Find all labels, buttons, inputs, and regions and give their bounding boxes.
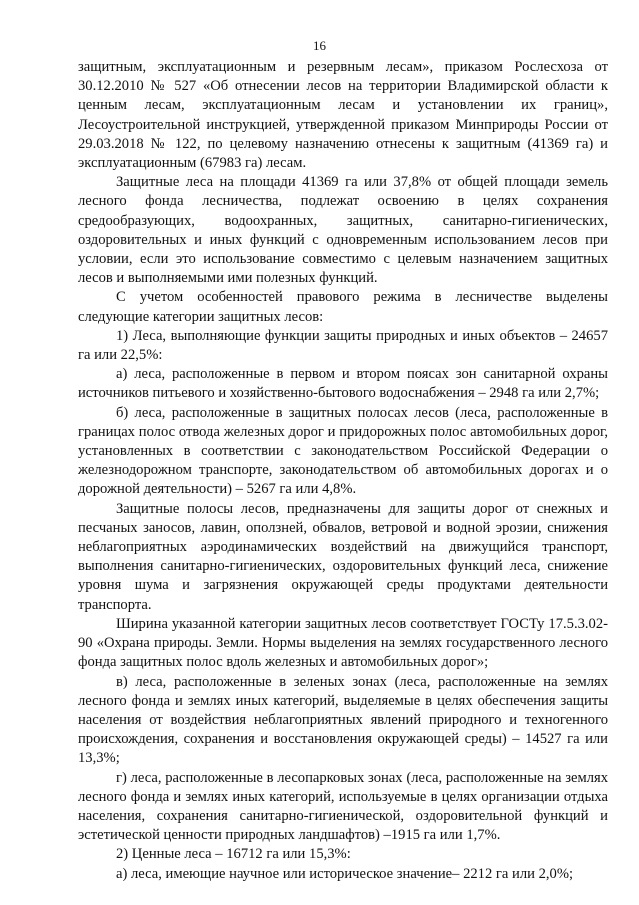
paragraph-8: Ширина указанной категории защитных лесов соответствует ГОСТу 17.5.3.02-90 «Охрана природы. Земли. Нормы выделения на землях государственного лесного фонда защитных полос вдоль железных и автомобильных дорог»; <box>78 615 608 671</box>
paragraph-4: 1) Леса, выполняющие функции защиты природных и иных объектов – 24657 га или 22,5%: <box>78 327 608 364</box>
paragraph-10: г) леса, расположенные в лесопарковых зонах (леса, расположенные на землях лесного фонда и землях иных категорий, используемые в целях организации отдыха населения, сохранения санитарно-гигиенической, оздоровительной функций и эстетической ценности природных ландшафтов) –1915 га или 1,7%. <box>78 769 608 844</box>
paragraph-2: Защитные леса на площади 41369 га или 37,8% от общей площади земель лесного фонда лесничества, подлежат освоению в целях сохранения средообразующих, водоохранных, защитных, санитарно-гигиенических, оздоровительных и иных функций с одновременным использованием лесов при условии, если это использование совместимо с целевым назначением защитных лесов и выполняемыми ими полезных функций. <box>78 174 608 287</box>
page-number: 16 <box>313 38 326 53</box>
paragraph-5: а) леса, расположенные в первом и втором поясах зон санитарной охраны источников питьевого и хозяйственно-бытового водоснабжения – 2948 га или 2,7%; <box>78 366 608 402</box>
paragraph-6: б) леса, расположенные в защитных полосах лесов (леса, расположенные в границах полос отвода железных дорог и придорожных полос автомобильных дорог, установленных в соответствии с законодательством Российской Федерации о железнодорожном транспорте, законодательством об автомобильных дорогах и о дорожной деятельности) – 5267 га или 4,8%. <box>78 404 608 498</box>
paragraph-12: а) леса, имеющие научное или историческое значение– 2212 га или 2,0%; <box>116 865 574 882</box>
paragraph-7: Защитные полосы лесов, предназначены для защиты дорог от снежных и песчаных заносов, лавин, оползней, обвалов, ветровой и водной эрозии, снижения неблагоприятных аэродинамических воздействий на движущийся транспорт, выполнения санитарно-гигиенических, оздоровительных функций леса, снижение уровня шума и загрязнения окружающей среды продуктами деятельности транспорта. <box>78 500 608 613</box>
paragraph-9: в) леса, расположенные в зеленых зонах (леса, расположенные на землях лесного фонда и землях иных категорий, выделяемые в целях обеспечения защиты населения от воздействия неблагоприятных явлений природного и техногенного происхождения, сохранения и восстановления окружающей среды) – 14527 га или 13,3%; <box>78 673 608 767</box>
paragraph-1: защитным, эксплуатационным и резервным лесам», приказом Рослесхоза от 30.12.2010 № 527 «Об отнесении лесов на территории Владимирской области к ценным лесам, эксплуатационным лесам и установлении их границ», Лесоустроительной инструкцией, утвержденной приказом Минприроды России от 29.03.2018 № 122, по целевому назначению отнесены к защитным (41369 га) и эксплуатационным (67983 га) лесам. <box>78 59 608 172</box>
paragraph-11: 2) Ценные леса – 16712 га или 15,3%: <box>116 846 351 863</box>
document-body <box>78 58 608 884</box>
paragraph-3: С учетом особенностей правового режима в лесничестве выделены следующие категории защитных лесов: <box>78 289 608 325</box>
